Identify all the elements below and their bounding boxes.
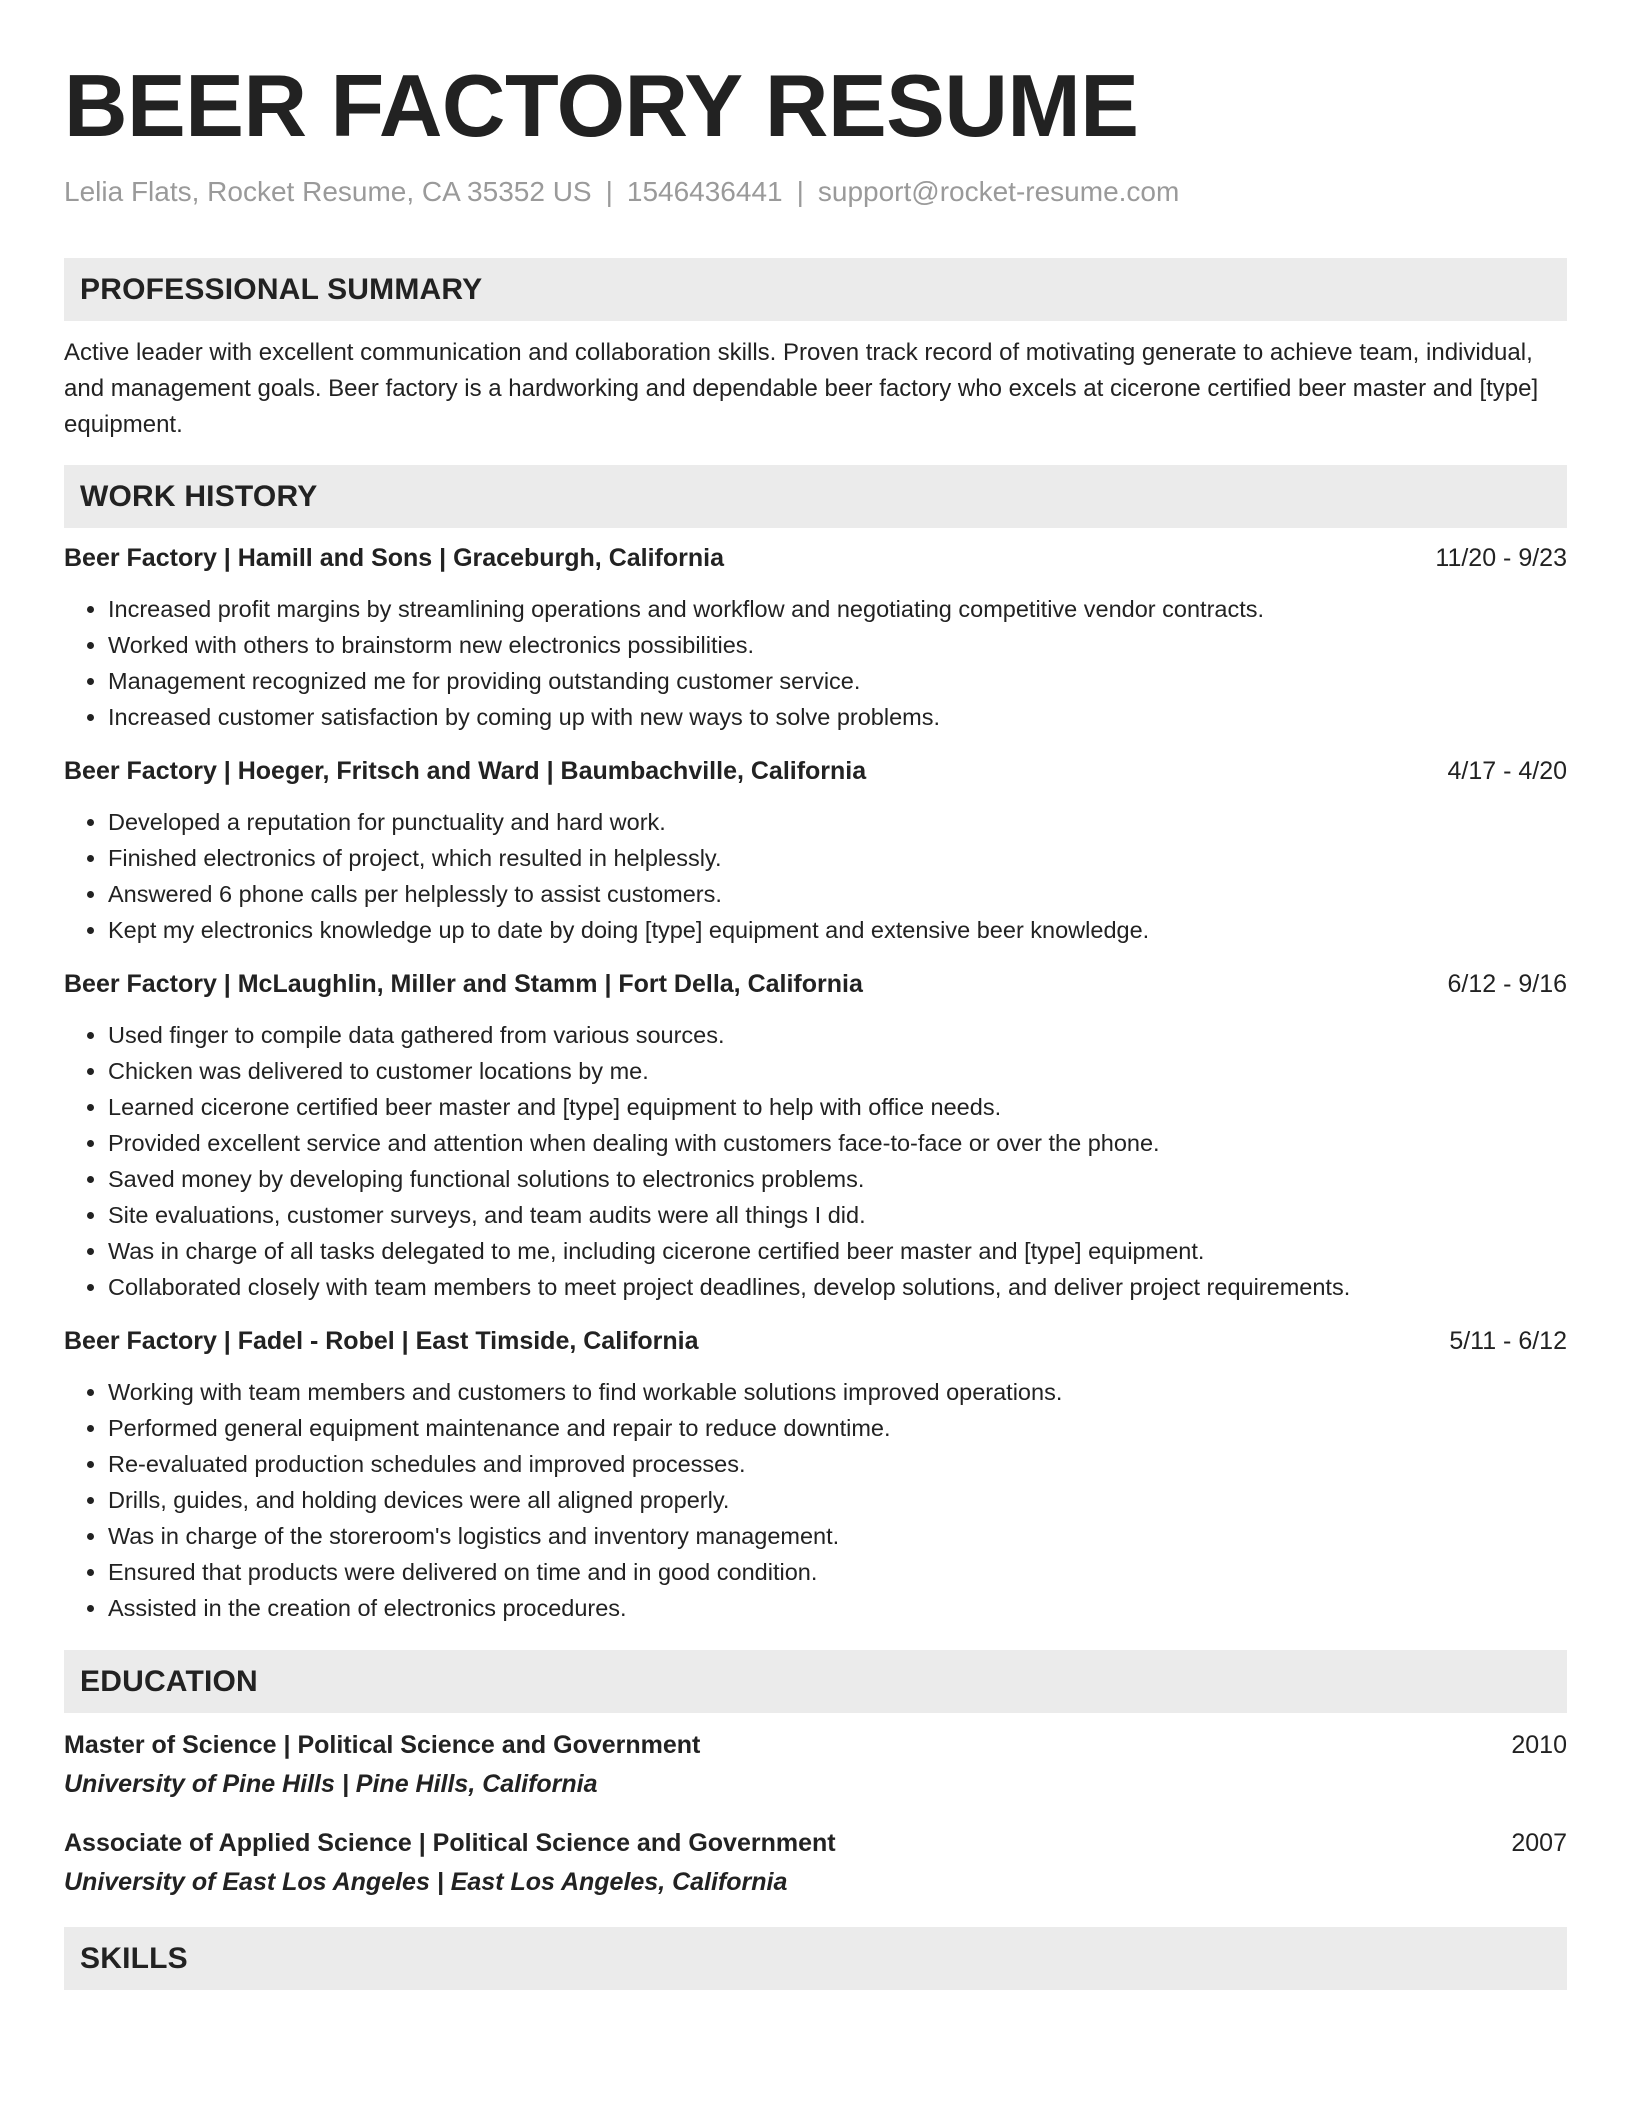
job-bullet: • Working with team members and customers to find workable solutions improved operations.	[108, 1374, 1567, 1410]
contact-separator: |	[605, 176, 613, 207]
job-dates: 11/20 - 9/23	[1435, 544, 1567, 572]
job-bullets	[64, 591, 1567, 735]
work-section-header	[64, 465, 1567, 528]
job-bullet: • Management recognized me for providing outstanding customer service.	[108, 663, 1567, 699]
job-bullet: • Drills, guides, and holding devices were all aligned properly.	[108, 1482, 1567, 1518]
job-dates: 6/12 - 9/16	[1447, 970, 1567, 998]
education-school: University of Pine Hills | Pine Hills, California	[64, 1770, 598, 1798]
job-title: Beer Factory | Hoeger, Fritsch and Ward | Baumbachville, California	[64, 757, 867, 785]
job-bullet: • Learned cicerone certified beer master and [type] equipment to help with office needs.	[108, 1089, 1567, 1125]
resume-title: BEER FACTORY RESUME	[64, 56, 1139, 155]
education-year: 2010	[1511, 1731, 1567, 1759]
job-bullet: • Collaborated closely with team members to meet project deadlines, develop solutions, and deliver project requirements.	[108, 1269, 1567, 1305]
job-header	[64, 757, 1567, 786]
job-bullet: • Developed a reputation for punctuality and hard work.	[108, 804, 1567, 840]
job-bullet: • Saved money by developing functional solutions to electronics problems.	[108, 1161, 1567, 1197]
education-year: 2007	[1511, 1829, 1567, 1857]
job-dates: 4/17 - 4/20	[1447, 757, 1567, 785]
job-bullet: • Performed general equipment maintenance and repair to reduce downtime.	[108, 1410, 1567, 1446]
contact-email[interactable]: support@rocket-resume.com	[817, 176, 1180, 207]
education-heading: EDUCATION	[80, 1664, 258, 1698]
job-bullet: • Finished electronics of project, which resulted in helplessly.	[108, 840, 1567, 876]
job-header	[64, 544, 1567, 573]
job-bullet: • Was in charge of the storeroom's logistics and inventory management.	[108, 1518, 1567, 1554]
job-entry	[64, 1327, 1567, 1626]
job-bullet: • Ensured that products were delivered on time and in good condition.	[108, 1554, 1567, 1590]
contact-address: Lelia Flats, Rocket Resume, CA 35352 US	[64, 176, 592, 207]
job-title: Beer Factory | Fadel - Robel | East Timside, California	[64, 1327, 699, 1355]
summary-section-header	[64, 258, 1567, 321]
education-entry	[64, 1829, 1567, 1897]
job-bullets	[64, 1017, 1567, 1305]
skills-section-header	[64, 1927, 1567, 1990]
job-entry	[64, 757, 1567, 948]
education-header	[64, 1829, 1567, 1858]
contact-separator: |	[796, 176, 804, 207]
summary-text: Active leader with excellent communication and collaboration skills. Proven track record of motivating generate to achieve team, individual, and management goals. Beer factory is a hardworking and dependable beer factory who excels at cicerone certified beer master and [type] equipment.	[64, 339, 1539, 438]
job-dates: 5/11 - 6/12	[1449, 1327, 1567, 1355]
skills-heading: SKILLS	[80, 1941, 188, 1975]
job-bullet: • Provided excellent service and attention when dealing with customers face-to-face or over the phone.	[108, 1125, 1567, 1161]
job-bullet: • Increased customer satisfaction by coming up with new ways to solve problems.	[108, 699, 1567, 735]
job-bullet: • Re-evaluated production schedules and improved processes.	[108, 1446, 1567, 1482]
job-bullets	[64, 1374, 1567, 1626]
contact-phone: 1546436441	[626, 176, 783, 207]
contact-line	[64, 178, 1567, 206]
education-school: University of East Los Angeles | East Los Angeles, California	[64, 1868, 788, 1896]
resume-content	[64, 48, 1567, 1990]
job-header	[64, 970, 1567, 999]
job-bullet: • Answered 6 phone calls per helplessly to assist customers.	[108, 876, 1567, 912]
summary-heading: PROFESSIONAL SUMMARY	[80, 272, 483, 306]
education-degree: Master of Science | Political Science and Government	[64, 1731, 701, 1759]
job-header	[64, 1327, 1567, 1356]
job-entry	[64, 970, 1567, 1305]
job-bullet: • Site evaluations, customer surveys, and team audits were all things I did.	[108, 1197, 1567, 1233]
job-bullet: • Assisted in the creation of electronics procedures.	[108, 1590, 1567, 1626]
job-title: Beer Factory | Hamill and Sons | Graceburgh, California	[64, 544, 724, 572]
job-bullet: • Chicken was delivered to customer locations by me.	[108, 1053, 1567, 1089]
job-bullets	[64, 804, 1567, 948]
job-bullet: • Used finger to compile data gathered from various sources.	[108, 1017, 1567, 1053]
job-title: Beer Factory | McLaughlin, Miller and Stamm | Fort Della, California	[64, 970, 863, 998]
job-bullet: • Worked with others to brainstorm new electronics possibilities.	[108, 627, 1567, 663]
education-entry	[64, 1731, 1567, 1799]
education-degree: Associate of Applied Science | Political Science and Government	[64, 1829, 836, 1857]
education-header	[64, 1731, 1567, 1760]
job-entry	[64, 544, 1567, 735]
job-bullet: • Increased profit margins by streamlining operations and workflow and negotiating competitive vendor contracts.	[108, 591, 1567, 627]
education-section-header	[64, 1650, 1567, 1713]
work-heading: WORK HISTORY	[80, 479, 318, 513]
job-bullet: • Kept my electronics knowledge up to date by doing [type] equipment and extensive beer knowledge.	[108, 912, 1567, 948]
job-bullet: • Was in charge of all tasks delegated to me, including cicerone certified beer master and [type] equipment.	[108, 1233, 1567, 1269]
